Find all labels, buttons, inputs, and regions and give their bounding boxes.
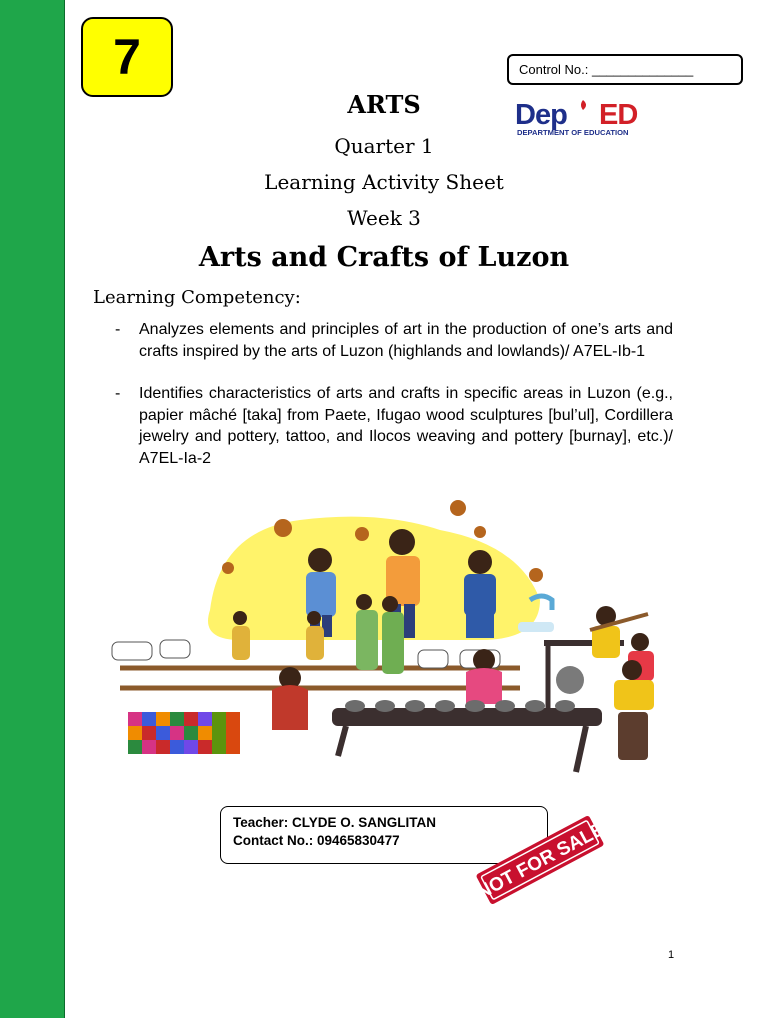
- subject-title: ARTS: [347, 90, 421, 119]
- competency-item: [115, 319, 673, 362]
- contact-label: Contact No.: [233, 833, 309, 848]
- quarter-label: Quarter 1: [334, 134, 434, 158]
- teacher-label: Teacher: [233, 815, 284, 830]
- stamp-text: NOT FOR SALE: [473, 818, 609, 904]
- list-dash: -: [115, 321, 121, 338]
- teacher-name: : CLYDE O. SANGLITAN: [283, 815, 437, 830]
- list-dash: -: [115, 385, 121, 402]
- svg-text:ED: ED: [599, 99, 638, 131]
- main-title: Arts and Crafts of Luzon: [198, 242, 570, 273]
- svg-text:Dep: Dep: [515, 99, 567, 131]
- contact-number: : 09465830477: [308, 833, 400, 848]
- deped-logo-subtext: DEPARTMENT OF EDUCATION: [517, 128, 629, 137]
- competency-heading: Learning Competency:: [93, 287, 301, 308]
- competency-item: [115, 383, 673, 469]
- not-for-sale-stamp: [470, 813, 610, 908]
- grade-badge: 7: [81, 17, 173, 97]
- competency-text: Analyzes elements and principles of art in the production of one’s arts and crafts inspired by the arts of Luzon (highlands and lowlands)/ A7EL-Ib-1: [139, 321, 673, 360]
- competency-text: Identifies characteristics of arts and crafts in specific areas in Luzon (e.g., papier mâché [taka] from Paete, Ifugao wood sculptures [bul’ul], Cordillera jewelry and pottery, tattoo, and Ilocos weaving and pottery [burnay], etc.)/ A7EL-Ia-2: [139, 385, 673, 467]
- sheet-type-label: Learning Activity Sheet: [264, 170, 504, 194]
- week-label: Week 3: [347, 206, 421, 230]
- luzon-arts-illustration: [100, 490, 675, 780]
- control-number-field: Control No.: ______________: [507, 54, 743, 85]
- page-number: 1: [668, 949, 675, 961]
